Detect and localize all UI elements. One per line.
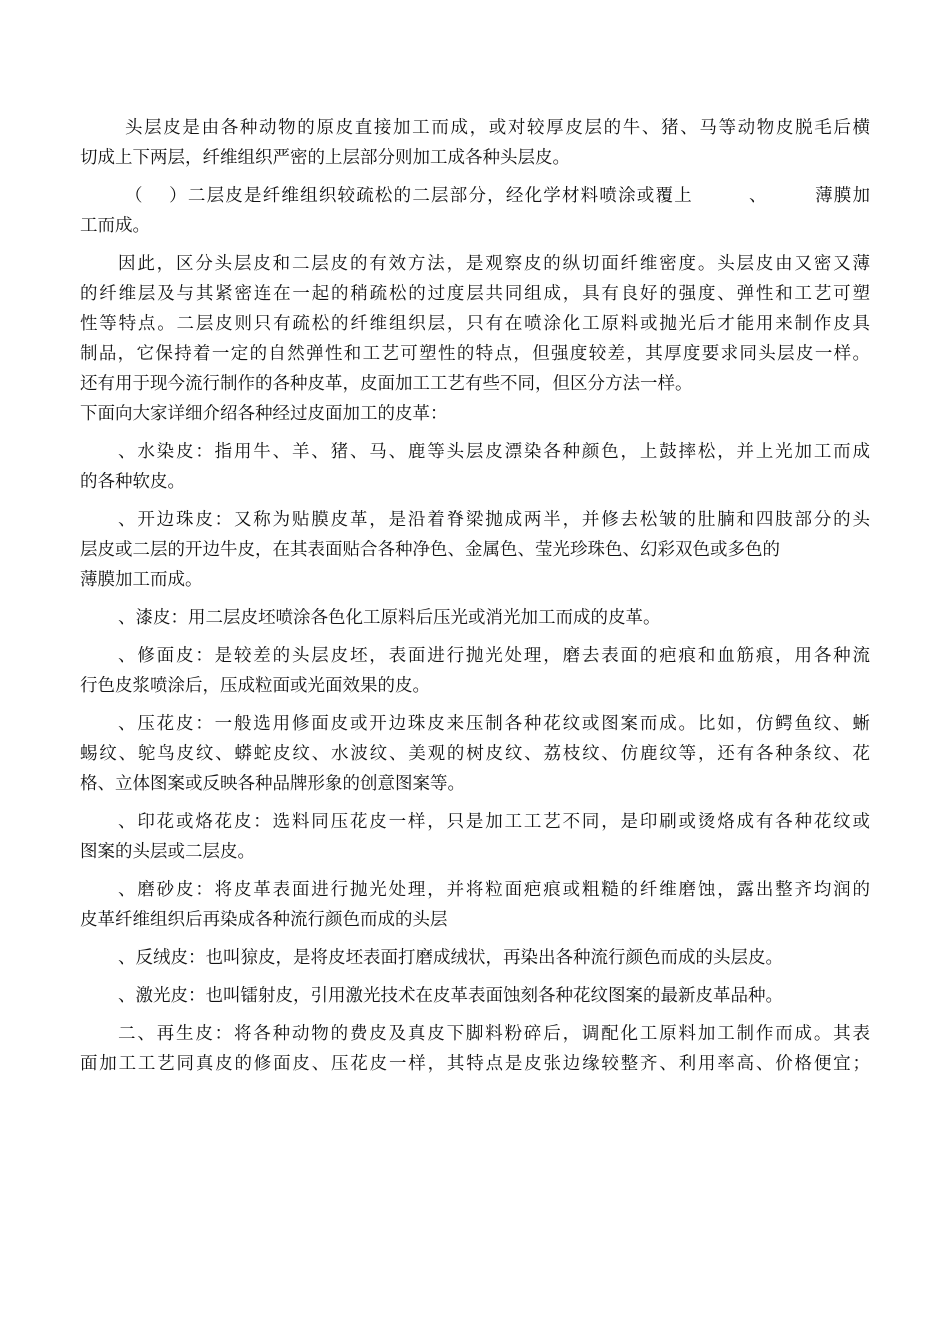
document-body bbox=[80, 113, 870, 1079]
paragraph-dyed-leather bbox=[80, 437, 870, 497]
text-line: 蜴纹、鸵鸟皮纹、蟒蛇皮纹、水波纹、美观的树皮纹、荔枝纹、仿鹿纹等，还有各种条纹、花 bbox=[80, 744, 870, 764]
paragraph-corrected-grain-leather bbox=[80, 641, 870, 701]
paragraph-recycled-leather bbox=[80, 1019, 870, 1079]
paragraph-film-leather bbox=[80, 505, 870, 595]
text-line: 、激光皮：也叫镭射皮，引用激光技术在皮革表面蚀刻各种花纹图案的最新皮革品种。 bbox=[118, 986, 783, 1006]
paragraph-laser-leather bbox=[80, 981, 870, 1011]
text-line: 、印花或烙花皮：选料同压花皮一样，只是加工工艺不同，是印刷或烫烙成有各种花纹或 bbox=[118, 812, 870, 832]
text-line: 的纤维层及与其紧密连在一起的稍疏松的过度层共同组成，具有良好的强度、弹性和工艺可塑 bbox=[80, 284, 870, 304]
paragraph-distinguish-method bbox=[80, 249, 870, 429]
text-line: 因此，区分头层皮和二层皮的有效方法，是观察皮的纵切面纤维密度。头层皮由又密又薄 bbox=[118, 254, 870, 274]
text-line: 性等特点。二层皮则只有疏松的纤维组织层，只有在喷涂化工原料或抛光后才能用来制作皮具 bbox=[80, 314, 870, 334]
text-line: （ ）二层皮是纤维组织较疏松的二层部分，经化学材料喷涂或覆上 、 薄膜加 bbox=[125, 186, 870, 206]
text-line: 薄膜加工而成。 bbox=[80, 570, 203, 590]
text-line: 、开边珠皮：又称为贴膜皮革，是沿着脊梁抛成两半，并修去松皱的肚腩和四肢部分的头 bbox=[118, 510, 870, 530]
text-line: 的各种软皮。 bbox=[80, 472, 185, 492]
text-line: 、修面皮：是较差的头层皮坯，表面进行抛光处理，磨去表面的疤痕和血筋痕，用各种流 bbox=[118, 646, 870, 666]
paragraph-embossed-leather bbox=[80, 709, 870, 799]
paragraph-suede-leather bbox=[80, 943, 870, 973]
text-line: 、水染皮：指用牛、羊、猪、马、鹿等头层皮漂染各种颜色，上鼓摔松，并上光加工而成 bbox=[118, 442, 870, 462]
text-line: 、反绒皮：也叫猄皮，是将皮坯表面打磨成绒状，再染出各种流行颜色而成的头层皮。 bbox=[118, 948, 783, 968]
paragraph-top-grain-leather bbox=[80, 113, 870, 173]
text-line: 、磨砂皮：将皮革表面进行抛光处理，并将粒面疤痕或粗糙的纤维磨蚀，露出整齐均润的 bbox=[118, 880, 870, 900]
text-line: 、压花皮：一般选用修面皮或开边珠皮来压制各种花纹或图案而成。比如，仿鳄鱼纹、蜥 bbox=[118, 714, 870, 734]
paragraph-printed-leather bbox=[80, 807, 870, 867]
paragraph-split-leather bbox=[80, 181, 870, 241]
text-line: 工而成。 bbox=[80, 216, 150, 236]
text-line: 还有用于现今流行制作的各种皮革，皮面加工工艺有些不同，但区分方法一样。 bbox=[80, 374, 693, 394]
text-line: 面加工工艺同真皮的修面皮、压花皮一样，其特点是皮张边缘较整齐、利用率高、价格便宜； bbox=[80, 1054, 870, 1074]
text-line: 层皮或二层的开边牛皮，在其表面贴合各种净色、金属色、莹光珍珠色、幻彩双色或多色的 bbox=[80, 540, 780, 560]
paragraph-patent-leather bbox=[80, 603, 870, 633]
text-line: 头层皮是由各种动物的原皮直接加工而成，或对较厚皮层的牛、猪、马等动物皮脱毛后横 bbox=[125, 118, 870, 138]
text-line: 、漆皮：用二层皮坯喷涂各色化工原料后压光或消光加工而成的皮革。 bbox=[118, 608, 661, 628]
text-line: 切成上下两层，纤维组织严密的上层部分则加工成各种头层皮。 bbox=[80, 148, 570, 168]
text-line: 制品，它保持着一定的自然弹性和工艺可塑性的特点，但强度较差，其厚度要求同头层皮一样。 bbox=[80, 344, 870, 364]
text-line: 行色皮浆喷涂后，压成粒面或光面效果的皮。 bbox=[80, 676, 430, 696]
text-line: 格、立体图案或反映各种品牌形象的创意图案等。 bbox=[80, 774, 465, 794]
text-line: 皮革纤维组织后再染成各种流行颜色而成的头层 bbox=[80, 910, 448, 930]
text-line: 下面向大家详细介绍各种经过皮面加工的皮革： bbox=[80, 404, 448, 424]
text-line: 图案的头层或二层皮。 bbox=[80, 842, 255, 862]
text-line: 二、再生皮：将各种动物的费皮及真皮下脚料粉碎后，调配化工原料加工制作而成。其表 bbox=[118, 1024, 870, 1044]
paragraph-nubuck-leather bbox=[80, 875, 870, 935]
